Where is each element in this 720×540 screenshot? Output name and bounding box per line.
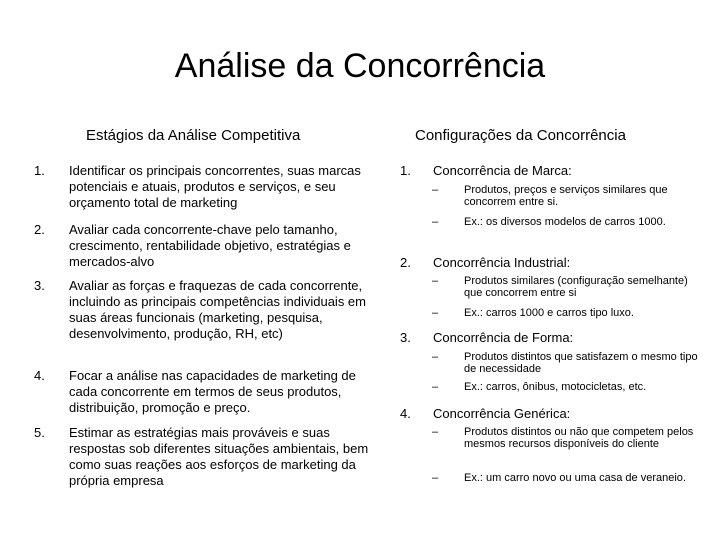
stage-number: 3. <box>34 278 45 293</box>
config-subitem-text: Produtos distintos ou não que competem pelos mesmos recursos disponíveis do cliente <box>464 426 694 450</box>
dash-bullet: – <box>432 307 439 319</box>
config-subitem-text: Ex.: carros, ônibus, motocicletas, etc. <box>464 381 647 393</box>
stage-text: Focar a análise nas capacidades de marketing de cada concorrente em termos de seus produtos, distribuição, promoção e preço. <box>69 368 356 415</box>
config-number: 1. <box>400 163 411 178</box>
right-column-heading: Configurações da Concorrência <box>415 127 626 144</box>
config-subitem-text: Produtos similares (configuração semelhante) que concorrem entre si <box>464 275 688 299</box>
stage-text: Avaliar as forças e fraquezas de cada concorrente, incluindo as principais competências individuais em suas áreas funcionais (marketing, pesquisa, desenvolvimento, produção, RH, etc) <box>69 278 366 341</box>
config-title: Concorrência de Forma: <box>433 330 574 345</box>
config-number: 4. <box>400 406 411 421</box>
dash-bullet: – <box>432 216 439 228</box>
stage-text: Avaliar cada concorrente-chave pelo tamanho, crescimento, rentabilidade objetivo, estratégias e mercados-alvo <box>69 222 351 269</box>
config-title: Concorrência Genérica: <box>433 406 571 421</box>
config-number: 2. <box>400 255 411 270</box>
config-subitem-text: Ex.: um carro novo ou uma casa de veraneio. <box>464 472 686 484</box>
dash-bullet: – <box>432 184 439 196</box>
stage-number: 2. <box>34 222 45 237</box>
config-subitem-text: Ex.: carros 1000 e carros tipo luxo. <box>464 307 634 319</box>
stage-text: Identificar os principais concorrentes, suas marcas potenciais e atuais, produtos e serviços, e seu orçamento total de marketing <box>69 163 361 210</box>
dash-bullet: – <box>432 351 439 363</box>
stage-number: 5. <box>34 425 45 440</box>
config-number: 3. <box>400 330 411 345</box>
config-subitem-text: Produtos distintos que satisfazem o mesmo tipo de necessidade <box>464 351 698 375</box>
config-title: Concorrência Industrial: <box>433 255 571 270</box>
stage-text: Estimar as estratégias mais prováveis e suas respostas sob diferentes situações ambientais, bem como suas reações aos esforços de marketing da própria empresa <box>69 425 369 488</box>
page-title: Análise da Concorrência <box>174 47 546 85</box>
dash-bullet: – <box>432 426 439 438</box>
stage-number: 4. <box>34 368 45 383</box>
stage-number: 1. <box>34 163 45 178</box>
dash-bullet: – <box>432 381 439 393</box>
config-subitem-text: Ex.: os diversos modelos de carros 1000. <box>464 216 666 228</box>
left-column-heading: Estágios da Análise Competitiva <box>86 127 301 144</box>
dash-bullet: – <box>432 472 439 484</box>
dash-bullet: – <box>432 275 439 287</box>
config-title: Concorrência de Marca: <box>433 163 572 178</box>
config-subitem-text: Produtos, preços e serviços similares que concorrem entre si. <box>464 184 668 208</box>
